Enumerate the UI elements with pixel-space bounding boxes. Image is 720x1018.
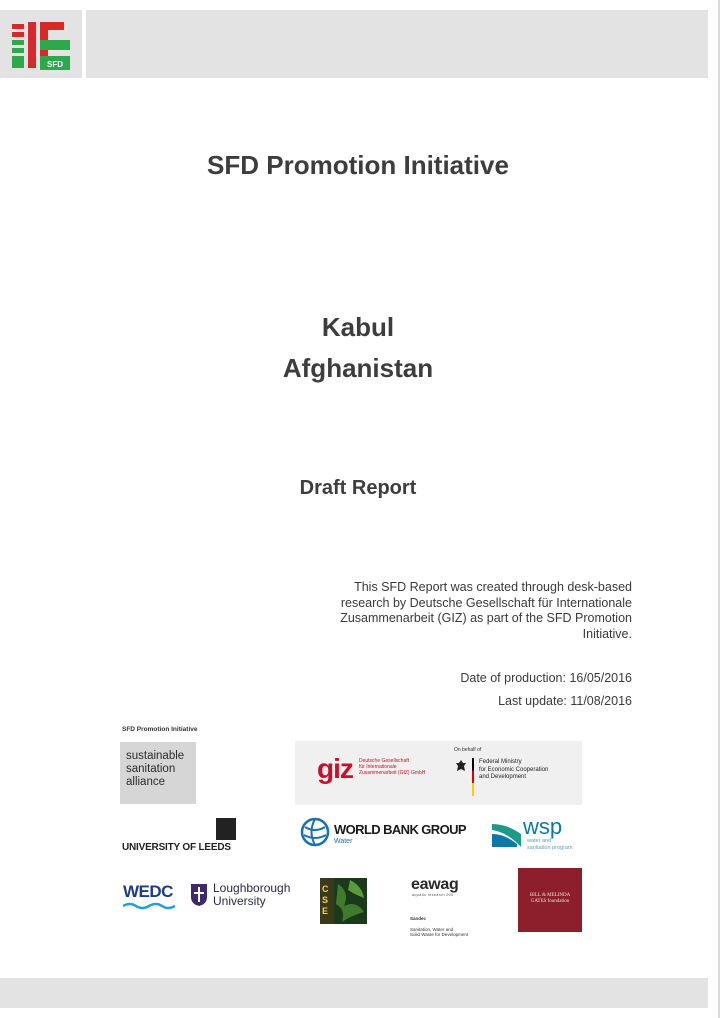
cse-letters: C S E <box>322 884 329 916</box>
loughborough-crest-icon <box>190 883 208 907</box>
sfd-logo <box>10 20 74 72</box>
report-description: This SFD Report was created through desk-based research by Deutsche Gesellschaft für Internationale Zusammenarbeit (GIZ) as part of the SFD Promotion Initiative. <box>340 580 632 641</box>
susana-text: sustainable sanitation alliance <box>126 750 185 788</box>
eawag-tagline: aquatic research 000 <box>412 893 454 897</box>
leeds-logo-text: UNIVERSITY OF LEEDS <box>122 842 231 853</box>
world-bank-water-text: Water <box>334 838 353 845</box>
eagle-icon <box>455 759 467 773</box>
sandec-name: Sandec <box>410 915 427 921</box>
initiative-title: SFD Promotion Initiative <box>207 150 509 180</box>
wedc-wave-icon <box>123 902 175 910</box>
bmz-on-behalf: On behalf of <box>454 747 482 753</box>
loughborough-logo-text: Loughborough University <box>213 881 291 908</box>
sandec-description: Sanitation, Water and Solid Waste for Development <box>410 926 469 937</box>
leeds-crest-icon <box>216 818 236 840</box>
header-bar <box>86 10 708 78</box>
partners-title: SFD Promotion Initiative <box>122 726 198 733</box>
german-flag-stripe <box>472 758 474 796</box>
wsp-subtitle: water and sanitation program <box>527 838 573 851</box>
world-bank-globe-icon <box>300 817 330 847</box>
country-title: Afghanistan <box>282 353 434 383</box>
susana-logo <box>120 742 196 804</box>
report-type: Draft Report <box>299 477 417 499</box>
wsp-logo-text: wsp <box>523 814 563 839</box>
giz-bmz-logo <box>295 741 582 805</box>
footer-bar <box>0 978 708 1008</box>
giz-letters: giz <box>317 753 353 784</box>
wedc-logo-text: WEDC <box>123 882 173 901</box>
sandec-block <box>410 910 468 943</box>
last-update: Last update: 11/08/2016 <box>498 694 632 708</box>
wsp-wave-icon <box>491 820 523 848</box>
bmz-ministry-name: Federal Ministry for Economic Cooperation and Development <box>479 759 549 780</box>
world-bank-logo-text: WORLD BANK GROUP <box>334 822 466 837</box>
gates-foundation-text: BILL & MELINDA GATES foundation <box>529 893 571 904</box>
giz-full-name: Deutsche Gesellschaft für Internationale Zusammenarbeit (GIZ) GmbH <box>359 758 426 776</box>
date-of-production: Date of production: 16/05/2016 <box>460 671 632 685</box>
city-title: Kabul <box>321 312 395 342</box>
eawag-logo-text: eawag <box>411 876 459 893</box>
sfd-logo-text: SFD <box>47 60 63 69</box>
